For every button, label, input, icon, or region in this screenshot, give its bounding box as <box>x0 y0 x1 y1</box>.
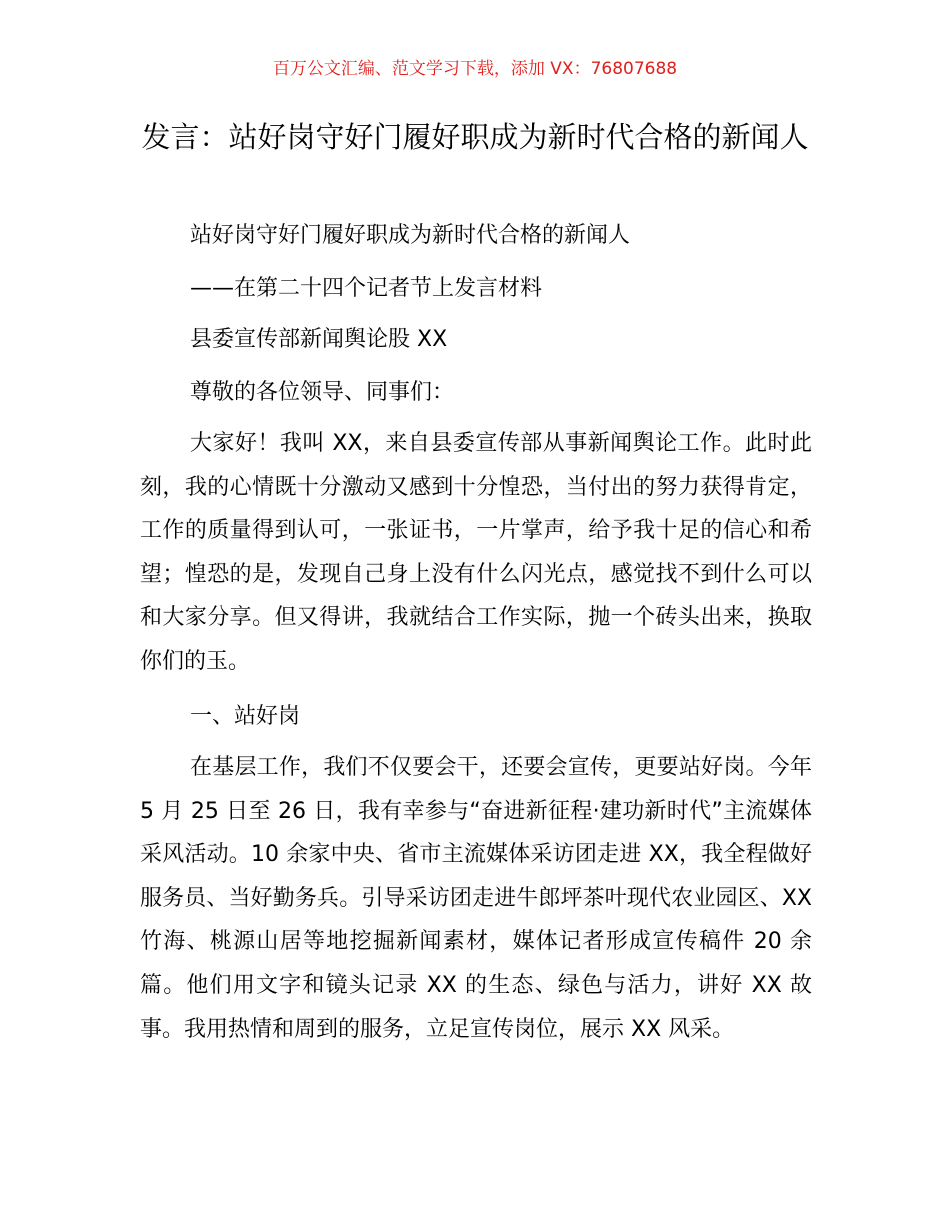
occasion-line: ——在第二十四个记者节上发言材料 <box>190 276 543 301</box>
section-1-paragraph: 在基层工作，我们不仅要会干，还要会宣传，更要站好岗。今年 5 月 25 日至 26 日，我有幸参与“奋进新征程·建功新时代”主流媒体采风活动。10 余家中央、省市主流媒体采访团走进 XX，我全程做好服务员、当好勤务兵。引导采访团走进牛郎坪茶叶现代农业园区、XX 竹海、桃源山居等地挖掘新闻素材，媒体记者形成宣传稿件 20 余篇。他们用文字和镜头记录 XX 的生态、绿色与活力，讲好 XX 故事。我用热情和周到的服务，立足宣传岗位，展示 XX 风采。 <box>140 755 812 1042</box>
watermark-banner: 百万公文汇编、范文学习下载，添加 VX：76807688 <box>272 59 678 79</box>
author-line: 县委宣传部新闻舆论股 XX <box>190 327 448 352</box>
salutation: 尊敬的各位领导、同事们： <box>190 380 455 405</box>
document-title: 发言：站好岗守好门履好职成为新时代合格的新闻人 <box>141 120 809 154</box>
intro-paragraph: 大家好！我叫 XX，来自县委宣传部从事新闻舆论工作。此时此刻，我的心情既十分激动又感到十分惶恐，当付出的努力获得肯定，工作的质量得到认可，一张证书，一片掌声，给予我十足的信心和希望；惶恐的是，发现自己身上没有什么闪光点，感觉找不到什么可以和大家分享。但又得讲，我就结合工作实际，抛一个砖头出来，换取你们的玉。 <box>140 431 812 674</box>
document-subtitle: 站好岗守好门履好职成为新时代合格的新闻人 <box>190 223 631 248</box>
section-heading-1: 一、站好岗 <box>190 704 301 729</box>
